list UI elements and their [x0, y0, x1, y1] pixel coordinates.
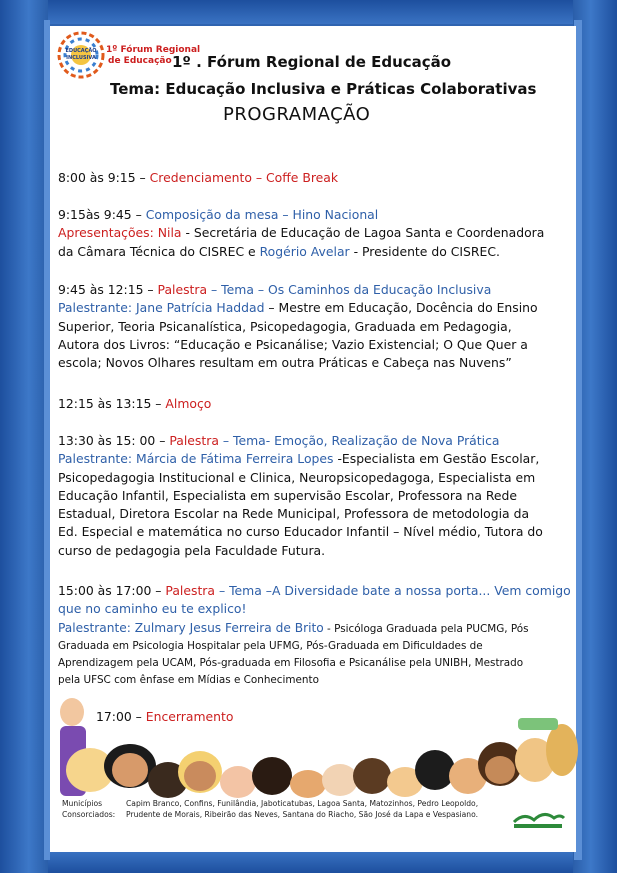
svg-text:EDUCAÇÃO: EDUCAÇÃO: [65, 48, 97, 54]
programacao-heading: PROGRAMAÇÃO: [223, 104, 371, 125]
speaker-bio-line: pela UFSC com ênfase em Mídias e Conhecimento: [58, 674, 319, 686]
speaker-bio-line: Psicopedagogia Institucional e Clinica, Neuropsicopedagoga, Especialista em: [58, 469, 536, 485]
schedule-item-almoco: [58, 395, 574, 413]
consorcio-logo: [510, 806, 566, 832]
frame-top: [0, 0, 617, 24]
item-title-cont: que no caminho eu te explico!: [58, 601, 247, 617]
speaker-bio: – Mestre em Educação, Docência do Ensino: [264, 300, 538, 316]
footer-list-line: Prudente de Morais, Ribeirão das Neves, Santana do Riacho, São José da Lapa e Vespasiano.: [126, 810, 479, 819]
presenter-text: - Secretária de Educação de Lagoa Santa e Coordenadora: [181, 225, 545, 241]
palestra-label: Palestra: [165, 583, 215, 598]
palestra-label: Palestra: [169, 433, 219, 448]
frame-bottom: [0, 851, 617, 873]
schedule-item-palestra-3: [58, 582, 574, 619]
item-title: – Tema –A Diversidade bate a nossa porta... Vem comigo: [215, 583, 571, 598]
schedule-item-composicao: [58, 206, 574, 261]
footer-list-line: Capim Branco, Confins, Funilândia, Jaboticatubas, Lagoa Santa, Matozinhos, Pedro Leopoldo,: [126, 799, 479, 808]
speaker-bio-line: Estadual, Diretora Escolar na Rede Municipal, Professora de metodologia da: [58, 506, 530, 522]
item-title: – Tema- Emoção, Realização de Nova Prática: [218, 433, 500, 448]
item-time: 13:30 às 15: 00 –: [58, 433, 170, 448]
speaker-name: Palestrante: Márcia de Fátima Ferreira Lopes: [58, 451, 334, 467]
item-time: 17:00 –: [96, 709, 146, 724]
forum-tema: Tema: Educação Inclusiva e Práticas Colaborativas: [110, 80, 537, 98]
forum-logo: [56, 30, 201, 80]
svg-text:1º Fórum Regional: 1º Fórum Regional: [106, 45, 201, 55]
svg-text:INCLUSIVA: INCLUSIVA: [66, 55, 96, 61]
item-title: Almoço: [165, 396, 212, 411]
frame-left: [0, 0, 48, 873]
item-title: Composição da mesa – Hino Nacional: [145, 207, 379, 222]
footer-list: [126, 798, 506, 820]
presenter-text: - Presidente do CISREC.: [349, 243, 500, 259]
schedule-item-palestra-2: [58, 432, 574, 560]
item-time: 8:00 às 9:15 –: [58, 170, 150, 185]
svg-text:de Educação: de Educação: [108, 56, 172, 66]
schedule-item-credenciamento: [58, 169, 574, 187]
speaker-bio: -Especialista em Gestão Escolar,: [333, 451, 540, 467]
speaker-block-3: [58, 620, 574, 689]
speaker-bio-line: curso de pedagogia pela Faculdade Futura.: [58, 542, 326, 558]
footer-label: [62, 798, 120, 820]
presenter-label: Apresentações: Nila: [58, 225, 182, 241]
item-title: Credenciamento – Coffe Break: [149, 170, 339, 185]
speaker-bio-line: Aprendizagem pela UCAM, Pós-graduada em Filosofia e Psicanálise pela UNIBH, Mestrado: [58, 657, 524, 669]
speaker-bio-line: Graduada em Psicologia Hospitalar pela UFMG, Pós-Graduada em Dificuldades de: [58, 640, 483, 652]
speaker-bio-line: Ed. Especial e matemática no curso Educador Infantil – Nível médio, Tutora do: [58, 524, 543, 540]
item-time: 15:00 às 17:00 –: [58, 583, 166, 598]
forum-title: 1º . Fórum Regional de Educação: [172, 53, 452, 71]
speaker-bio-line: escola; Novos Olhares resultam em outra Práticas e Cabeça nas Nuvens”: [58, 355, 512, 371]
speaker-bio: - Psicóloga Graduada pela PUCMG, Pós: [323, 623, 529, 635]
item-time: 9:45 às 12:15 –: [58, 282, 158, 297]
presenter-name: Rogério Avelar: [259, 243, 350, 259]
schedule-item-palestra-1: [58, 281, 574, 372]
schedule-item-encerramento: [96, 708, 612, 726]
speaker-bio-line: Educação Infantil, Especialista em supervisão Escolar, Professora na Rede: [58, 487, 518, 503]
footer-label-line: Consorciados:: [62, 810, 116, 819]
program-page: [50, 26, 576, 852]
item-title: – Tema – Os Caminhos da Educação Inclusiva: [207, 282, 492, 297]
speaker-bio-line: Autora dos Livros: “Educação e Psicanálise; Vazio Existencial; O Que Quer a: [58, 336, 528, 352]
children-illustration: [50, 690, 576, 796]
footer-label-line: Municípios: [62, 799, 103, 808]
speaker-bio-line: Superior, Teoria Psicanalística, Psicopedagogia, Graduada em Pedagogia,: [58, 318, 512, 334]
item-title: Encerramento: [145, 709, 234, 724]
item-time: 12:15 às 13:15 –: [58, 396, 166, 411]
presenter-text: da Câmara Técnica do CISREC e: [58, 243, 260, 259]
speaker-name: Palestrante: Zulmary Jesus Ferreira de Brito: [58, 621, 324, 635]
item-time: 9:15às 9:45 –: [58, 207, 146, 222]
palestra-label: Palestra: [157, 282, 208, 297]
speaker-name: Palestrante: Jane Patrícia Haddad: [58, 300, 265, 316]
